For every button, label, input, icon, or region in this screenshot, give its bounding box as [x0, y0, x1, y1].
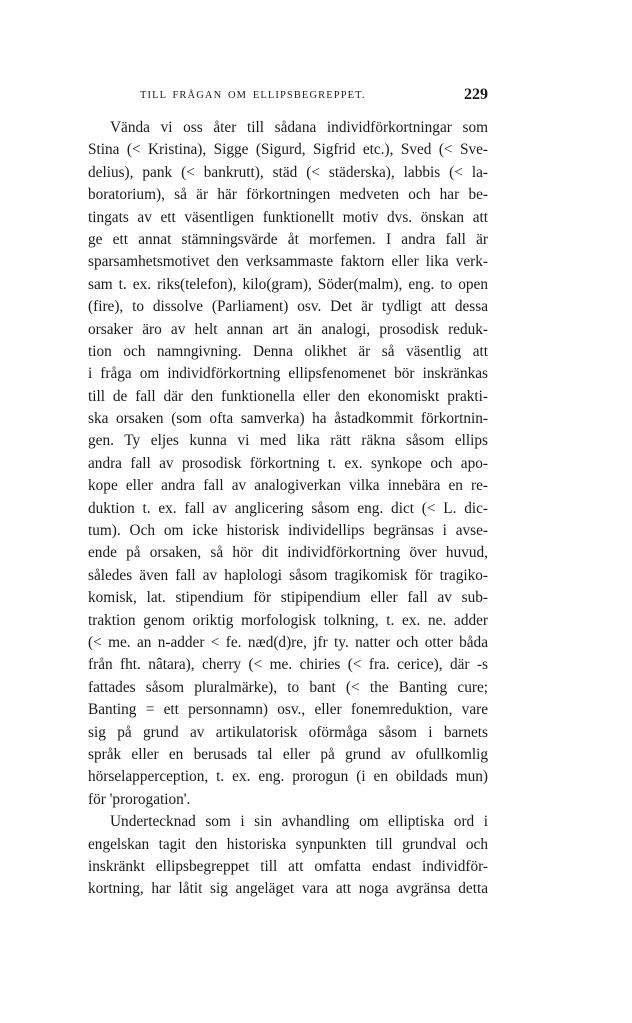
text-line: sparsamhetsmotivet den verksammaste faktorn eller lika verk-	[88, 253, 488, 271]
text-line: ska orsaken (som ofta samverka) ha åstadkommit förkortnin-	[88, 410, 488, 428]
text-line: Stina (< Kristina), Sigge (Sigurd, Sigfrid etc.), Sved (< Sve-	[88, 141, 488, 159]
text-line: sig på grund av artikulatorisk oförmåga såsom i barnets	[88, 723, 488, 741]
text-line: för 'prorogation'.	[88, 790, 191, 808]
running-title: TILL FRÅGAN OM ELLIPSBEGREPPET.	[140, 90, 366, 101]
text-line: hörselapperception, t. ex. eng. prorogun (i en obildads mun)	[88, 768, 488, 786]
text-line: (< me. an n-adder < fe. næd(d)re, jfr ty. natter och otter båda	[88, 633, 488, 651]
text-line: andra fall av prosodisk förkortning t. ex. synkope och apo-	[88, 454, 488, 472]
running-head	[88, 86, 488, 106]
text-line: i fråga om individförkortning ellipsfenomenet bör inskränkas	[88, 365, 488, 383]
text-line: till de fall där den funktionella eller den ekonomiskt prakti-	[88, 387, 488, 405]
text-line: delius), pank (< bankrutt), städ (< städerska), labbis (< la-	[88, 163, 488, 181]
text-line: från fht. nâtara), cherry (< me. chiries (< fra. cerice), där -s	[88, 656, 488, 674]
text-line: tingats av ett väsentligen funktionellt motiv dvs. önskan att	[88, 208, 488, 226]
page-number: 229	[464, 86, 488, 103]
text-line: duktion t. ex. fall av anglicering såsom eng. dict (< L. dic-	[88, 499, 488, 517]
text-line: tum). Och om icke historisk individellips begränsas i avse-	[88, 522, 488, 540]
text-line: (fire), to dissolve (Parliament) osv. Det är tydligt att dessa	[88, 298, 488, 316]
text-line: Undertecknad som i sin avhandling om elliptiska ord i	[110, 813, 488, 831]
text-line: fattades såsom pluralmärke), to bant (< the Banting cure;	[88, 678, 488, 696]
text-line: ende på orsaken, så hör dit individförkortning över huvud,	[88, 544, 488, 562]
text-line: sam t. ex. riks(telefon), kilo(gram), Söder(malm), eng. to open	[88, 275, 488, 293]
text-line: traktion genom oriktig morfologisk tolkning, t. ex. ne. adder	[88, 611, 488, 629]
text-line: boratorium), så är här förkortningen medveten och har be-	[88, 186, 488, 204]
text-line: språk eller en berusads tal eller på grund av ofullkomlig	[88, 745, 488, 763]
text-line: kope eller andra fall av analogiverkan vilka innebära en re-	[88, 477, 488, 495]
text-line: engelskan tagit den historiska synpunkten till grundval och	[88, 835, 488, 853]
text-line: ge ett annat stämningsvärde åt morfemen. I andra fall är	[88, 230, 488, 248]
body-text	[88, 117, 488, 901]
text-line: Vända vi oss åter till sådana individförkortningar som	[110, 119, 488, 136]
text-line: tion och namngivning. Denna olikhet är så väsentlig att	[88, 342, 488, 360]
text-line: således även fall av haplologi såsom tragikomisk för tragiko-	[88, 566, 488, 584]
text-line: gen. Ty eljes kunna vi med lika rätt räkna såsom ellips	[88, 432, 488, 450]
text-line: komisk, lat. stipendium för stipipendium eller fall av sub-	[88, 589, 488, 607]
text-line: inskränkt ellipsbegreppet till att omfatta endast individför-	[88, 857, 488, 875]
text-line: orsaker äro av helt annan art än analogi, prosodisk reduk-	[88, 320, 488, 338]
text-line: Banting = ett personnamn) osv., eller fonemreduktion, vare	[88, 701, 488, 719]
text-line: kortning, har låtit sig angeläget vara att noga avgränsa detta	[88, 880, 488, 898]
